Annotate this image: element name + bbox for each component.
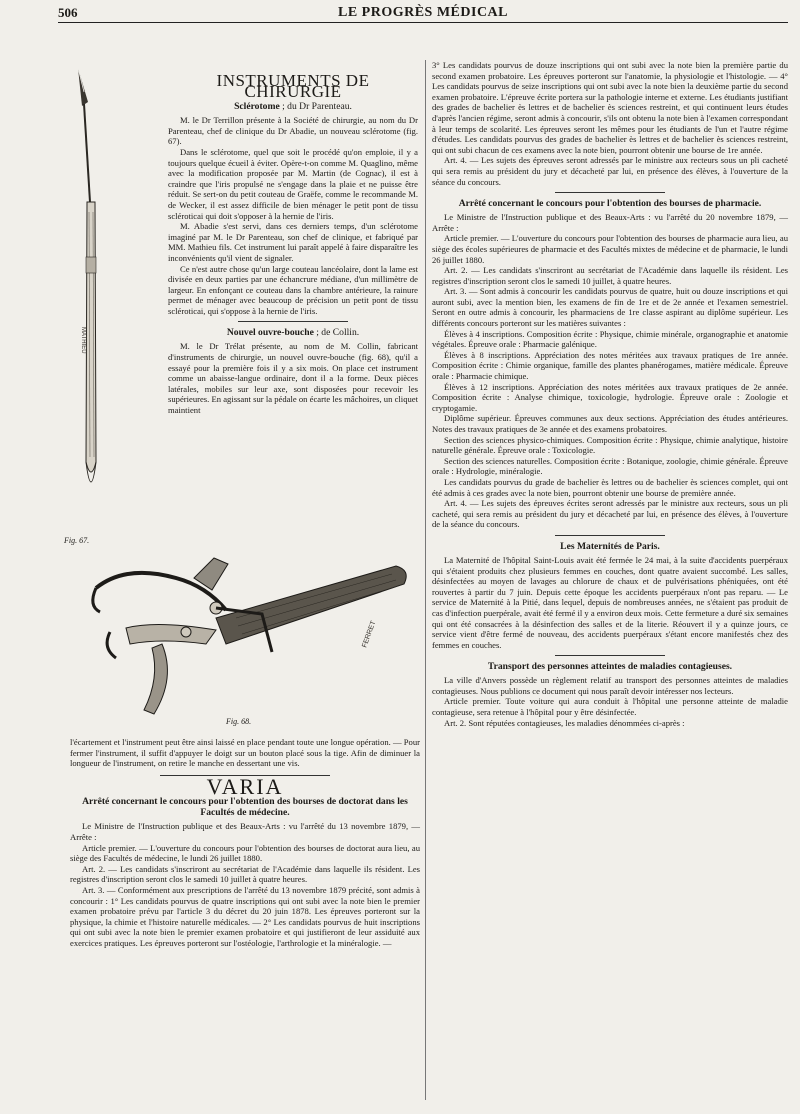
paragraph: Art. 3. — Sont admis à concourir les candidats pourvus de quatre, huit ou douze inscriptions et qui auront subi, avec la mention bien, les examens de fin de 1re et de 2e année et l'examen semestriel. Seront en outre admis à concourir, les pharmaciens de 1re classe aspirant au diplôme supérieur. Les différents concours porteront sur les matières suivantes : [432,286,788,329]
paragraph: La ville d'Anvers possède un règlement relatif au transport des personnes atteintes de maladies contagieuses. Nous publions ce document qui nous paraît devoir intéresser nos lecteurs. [432,675,788,696]
paragraph: Art. 2. — Les candidats s'inscriront au secrétariat de l'Académie dans laquelle ils résident. Les registres d'inscription seront clos le samedi 10 juillet à quatre heures. [70,863,420,885]
paragraph: Le Ministre de l'Instruction publique et des Beaux-Arts : vu l'arrêté du 20 novembre 1879, — Arrête : [432,212,788,233]
paragraph: La Maternité de l'hôpital Saint-Louis avait été fermée le 24 mai, à la suite d'accidents puerpéraux qui s'étaient produits chez plusieurs femmes en couches, dont quatre avaient succombé. Les salles, désinfectées au moyen de lavages au chlorure de chaux et de pulvérisations phéniquées, ont été rouvertes à partir du 7 juin. Depuis cette époque les accidents puerpéraux n'ont pas reparu. — Le service de Maternité à la Pitié, dans lequel, depuis de nombreuses années, ne s'étaient pas produit de cas d'infection puerpérale, avait été fermé il y a environ deux mois. Cette fermeture a duré six semaines qui ont été consacrées à la désinfection des salles et de la literie. Réouvert il y a quinze jours, ce service vient d'être fermé de nouveau, des accidents puerpéraux s'étant encore manifestés chez des femmes en couches. [432,554,788,650]
header-rule [58,22,788,23]
doctorat-heading: Arrêté concernant le concours pour l'obtention des bourses de doctorat dans les Facultés de médecine. [82,796,408,819]
paragraph: Les candidats pourvus du grade de bachelier ès lettres ou de bachelier ès sciences complet, qui ont été admis à ces grades avec la note bien, pourront obtenir une bourse de première année. [432,476,788,498]
paragraph: Art. 2. — Les candidats s'inscriront au secrétariat de l'Académie dans laquelle ils résident. Les registres d'inscription seront clos le samedi 10 juillet, à quatre heures. [432,265,788,286]
paragraph: Art. 4. — Les sujets des épreuves écrites seront adressés par le ministre aux recteurs, sous un pli cacheté, qui sera remis au président du jury et décacheté par lui, en présence des élèves, à l'ouverture de la séance du concours. [432,498,788,530]
sclerotome-engraving: MATHIEU [80,327,86,354]
paragraph: Diplôme supérieur. Épreuves communes aux deux sections. Appréciation des études antérieures. Notes des travaux pratiques de 3e année et des examens probatoires. [432,413,788,434]
section-title-instruments: INSTRUMENTS DE CHIRURGIE [216,71,370,101]
sclerotome-heading-author: ; du Dr Parenteau. [282,101,352,113]
paragraph: M. le Dr Trélat présente, au nom de M. Collin, fabricant d'instruments de chirurgie, un nouvel ouvre-bouche (fig. 68), qu'il a essayé pour la première fois il y a six mois. On place cet instrument comme un abaisse-langue ordinaire, dont il a la forme. Deux pièces latérales, mobiles sur leur axe, sont disposées pour recevoir les supérieures. En agissant sur la pédale on écarte les mâchoires, un cliquet maintient [168,341,418,416]
paragraph: Élèves à 12 inscriptions. Appréciation des notes méritées aux travaux pratiques de 2e année. Composition écrite : Analyse chimique, toxicologie, hydrologie. Épreuve orale : Zoologie et cryptogamie. [432,381,788,413]
paragraph: Élèves à 4 inscriptions. Composition écrite : Physique, chimie minérale, organographie et anatomie végétales. Épreuve orale : Pharmacie galénique. [432,328,788,350]
paragraph: 3° Les candidats pourvus de douze inscriptions qui ont subi avec la note bien la première partie du second examen probatoire. Les épreuves porteront sur l'anatomie, la physiologie et l'histologie. — 4° Les candidats pourvus de seize inscriptions qui ont subi avec la note bien la deuxième partie du second examen probatoire. L'épreuve écrite portera sur la pathologie interne et externe. Les étudiants justifiant des grades de bachelier ès lettres et de bachelier ès sciences restreint, et qui continuent leurs études d'après l'ancien régime, seront admis à concourir, s'ils ont obtenu la note bien à l'examen correspondant à leur temps de scolarité. Les épreuves seront les mêmes pour les étudiants de l'un et l'autre régime d'études. Les candidats pourvus des grades de bachelier ès lettres et de bachelier ès sciences restreint, qui ont subi chacun de ces examens avec la note bien, pourront obtenir une bourse de 1re année. [432,60,788,155]
ouvre-bouche-engraving: FERRET [361,619,378,649]
journal-title: LE PROGRÈS MÉDICAL [337,5,509,20]
paragraph: l'écartement et l'instrument peut être ainsi laissé en place pendant toute une longue opération. — Pour fermer l'instrument, il suffit d'appuyer le doigt sur un bouton placé sous la tige. Afin de diminuer la longueur de l'instrument, on retire le manche en dessertant une vis. [70,737,420,769]
pharmacie-heading: Arrêté concernant le concours pour l'obtention des bourses de pharmacie. [458,198,762,210]
paragraph: Art. 4. — Les sujets des épreuves seront adressés par le ministre aux recteurs sous un pli cacheté qui sera remis au président du jury et décacheté par lui, en présence des élèves, à l'ouverture de la séance du concours. [432,155,788,187]
paragraph: Dans le sclérotome, quel que soit le procédé qu'on emploie, il y a toujours quelque écueil à éviter. Opère-t-on comme M. Quaglino, même avec la modification proposée par M. Martin (de Cognac), il est à craindre que l'iris propulsé ne s'engage dans la plaie et ne puisse être réduit. Se sert-on du petit couteau de Graëfe, comme le recommande M. de Wecker, il est assez difficile de bien ménager le petit pont de tissu scléroticai qui doit s'opposer à la hernie de l'iris. [168,146,418,221]
paragraph: Élèves à 8 inscriptions. Appréciation des notes méritées aux travaux pratiques de 1re année. Composition écrite : Chimie organique, famille des plantes phanérogames, matière médicale. Épreuve orale : Pharmacie chimique. [432,349,788,382]
section-rule [238,321,348,322]
section-rule [555,655,665,656]
maternites-heading: Les Maternités de Paris. [560,540,660,552]
section-title-varia: VARIA [206,773,284,799]
paragraph: Article premier. Toute voiture qui aura conduit à l'hôpital une personne atteinte de maladie contagieuse, sera retenue à l'hôpital pour y être désinfectée. [432,696,788,718]
figure-67-caption: Fig. 67. [64,536,90,545]
instruments-section [168,71,418,416]
sclerotome-heading-title: Sclérotome [234,101,280,113]
ouvre-bouche-heading-author: ; de Collin. [316,327,360,339]
column-divider [425,60,426,1100]
paragraph: Le Ministre de l'Instruction publique et des Beaux-Arts : vu l'arrêté du 13 novembre 1879, — Arrête : [70,821,420,842]
paragraph: Article premier. — L'ouverture du concours pour l'obtention des bourses de doctorat aura lieu, au siège des Facultés de médecine, le lundi 26 juillet 1880. [70,842,420,864]
ouvre-bouche-heading-title: Nouvel ouvre-bouche [226,327,314,339]
paragraph: M. Abadie s'est servi, dans ces derniers temps, d'un sclérotome imaginé par M. le Dr Parenteau, son chef de clinique, et fabriqué par MM. Mathieu fils. Cet instrument lui paraît appelé à faire disparaître les inconvénients qu'il vient de signaler. [168,221,418,263]
ouvre-bouche-heading [168,327,418,338]
figure-68-caption: Fig. 68. [226,717,252,726]
paragraph: Ce n'est autre chose qu'un large couteau lancéolaire, dont la lame est divisée en deux parties par une échancrure médiane, d'un millimètre de largeur. En enfonçant ce couteau dans la chambre antérieure, la rainure permet de ménager avec beaucoup de précision un petit pont de tissu scléroticai, qui s'oppose à la hernie de l'iris. [168,263,418,316]
page-header [58,2,788,24]
paragraph: Art. 2. Sont réputées contagieuses, les maladies dénommées ci-après : [444,717,685,728]
paragraph: Article premier. — L'ouverture du concours pour l'obtention des bourses de pharmacie aura lieu, au siège des écoles supérieures de pharmacie et des Facultés mixtes de médecine et de pharmacie, le lundi 26 juillet 1880. [432,233,788,265]
page-number: 506 [58,5,78,20]
section-rule [555,192,665,193]
transport-heading: Transport des personnes atteintes de maladies contagieuses. [487,661,733,673]
right-column [432,60,788,728]
left-column-lower [70,737,420,949]
sclerotome-illustration [60,62,120,542]
section-rule [555,535,665,536]
paragraph: Art. 3. — Conformément aux prescriptions de l'arrêté du 13 novembre 1879 précité, sont admis à concourir : 1° Les candidats pourvus de quatre inscriptions qui ont subi avec la note bien le premier examen probatoire prévu par l'article 3 du décret du 20 juin 1878. Les épreuves porteront sur la physique, la chimie et l'histoire naturelle médicales. — 2° Les candidats pourvus de huit inscriptions qui ont subi avec la note bien le premier examen probatoire et qui justifieront de leur assiduité aux exercices pratiques. Les épreuves porteront sur l'ostéologie, l'arthrologie et la minéralogie. — [70,884,420,948]
ouvre-bouche-illustration [66,548,416,728]
paragraph: Section des sciences physico-chimiques. Composition écrite : Physique, chimie analytique, histoire naturelle générale. Épreuve orale : Toxicologie. [432,434,788,456]
paragraph: M. le Dr Terrillon présente à la Société de chirurgie, au nom du Dr Parenteau, chef de clinique du Dr Abadie, un nouveau sclérotome (fig. 67). [168,115,418,147]
sclerotome-heading [168,101,418,112]
paragraph: Section des sciences naturelles. Composition écrite : Botanique, zoologie, chimie générale. Épreuve orale : Hydrologie, minéralogie. [432,455,788,477]
